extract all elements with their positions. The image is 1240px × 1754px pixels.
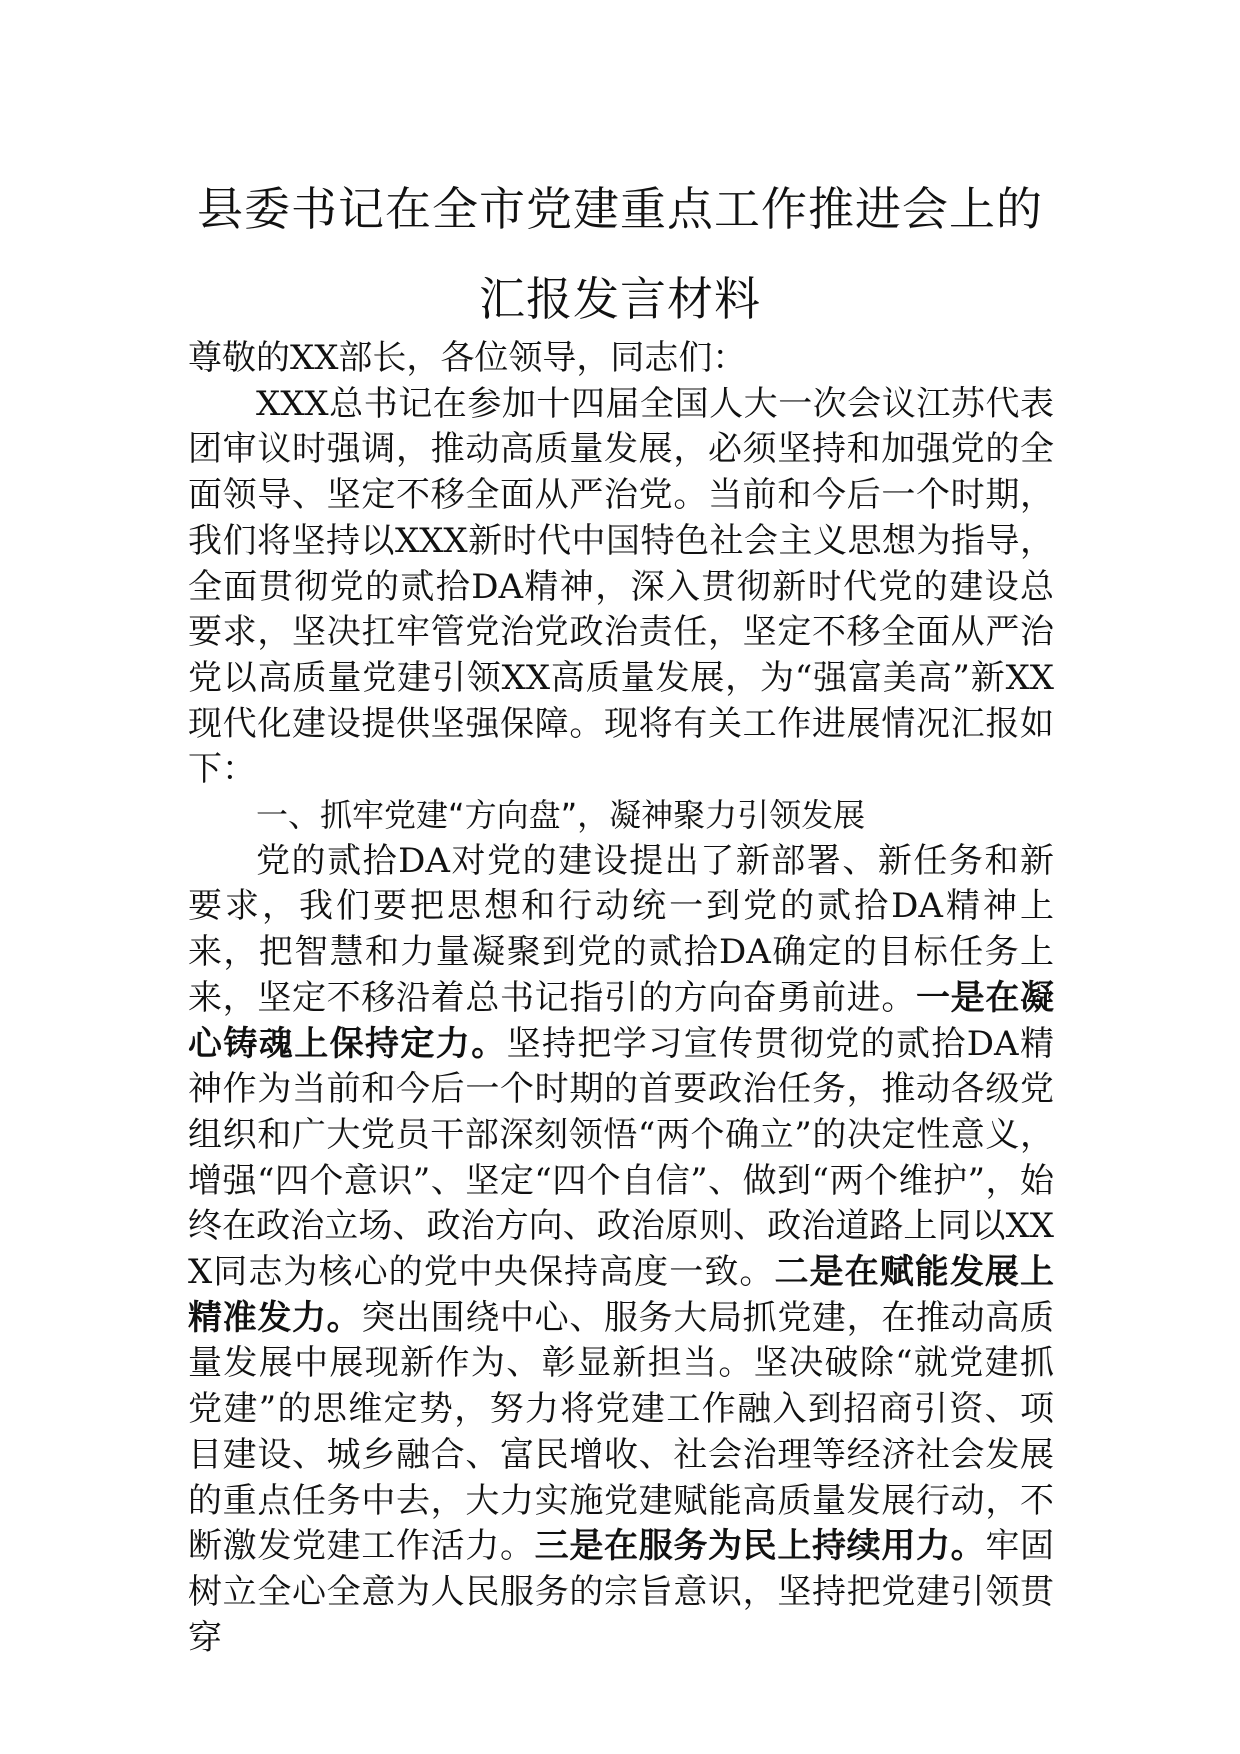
document-title-line-2: 汇报发言材料 <box>479 272 761 326</box>
section-1-paragraph <box>188 839 1054 1662</box>
salutation: 尊敬的XX部长，各位领导，同志们： <box>188 338 747 378</box>
point-2-bold: 二是在赋能发展上精准发力。 <box>188 1252 1054 1338</box>
intro-paragraph: XXX总书记在参加十四届全国人大一次会议江苏代表团审议时强调，推动高质量发展，必须坚持和加强党的全面领导、坚定不移全面从严治党。当前和今后一个时期，我们将坚持以XXX新时代中国特色社会主义思想为指导，全面贯彻党的贰拾DA精神，深入贯彻新时代党的建设总要求，坚决扛牢管党治党政治责任，坚定不移全面从严治党以高质量党建引领XX高质量发展，为“强富美高”新XX现代化建设提供坚强保障。现将有关工作进展情况汇报如下： <box>188 383 1054 790</box>
point-1-bold: 一是在凝心铸魂上保持定力。 <box>188 977 1054 1064</box>
section-1-text-1: 党的贰拾DA对党的建设提出了新部署、新任务和新要求，我们要把思想和行动统一到党的贰拾DA精神上来，把智慧和力量凝聚到党的贰拾DA确定的目标任务上来，坚定不移沿着总书记指引的方向奋勇前进。 <box>188 840 1054 1018</box>
point-3-bold: 三是在服务为民上持续用力。 <box>534 1526 986 1567</box>
section-1-heading: 一、抓牢党建“方向盘”，凝神聚力引领发展 <box>256 796 866 835</box>
section-1-text-2: 坚持把学习宣传贯彻党的贰拾DA精神作为当前和今后一个时期的首要政治任务，推动各级党组织和广大党员干部深刻领悟“两个确立”的决定性意义，增强“四个意识”、坚定“四个自信”、做到“两个维护”，始终在政治立场、政治方向、政治原则、政治道路上同以XXX同志为核心的党中央保持高度一致。 <box>188 1023 1055 1293</box>
section-1-text-3: 突出围绕中心、服务大局抓党建，在推动高质量发展中展现新作为、彰显新担当。坚决破除“就党建抓党建”的思维定势，努力将党建工作融入到招商引资、项目建设、城乡融合、富民增收、社会治理等经济社会发展的重点任务中去，大力实施党建赋能高质量发展行动，不断激发党建工作活力。 <box>188 1297 1055 1567</box>
document-title-line-1: 县委书记在全市党建重点工作推进会上的 <box>197 182 1043 236</box>
document-body <box>188 336 1054 1661</box>
section-1-text-4: 牢固树立全心全意为人民服务的宗旨意识，坚持把党建引领贯穿 <box>188 1526 1055 1658</box>
